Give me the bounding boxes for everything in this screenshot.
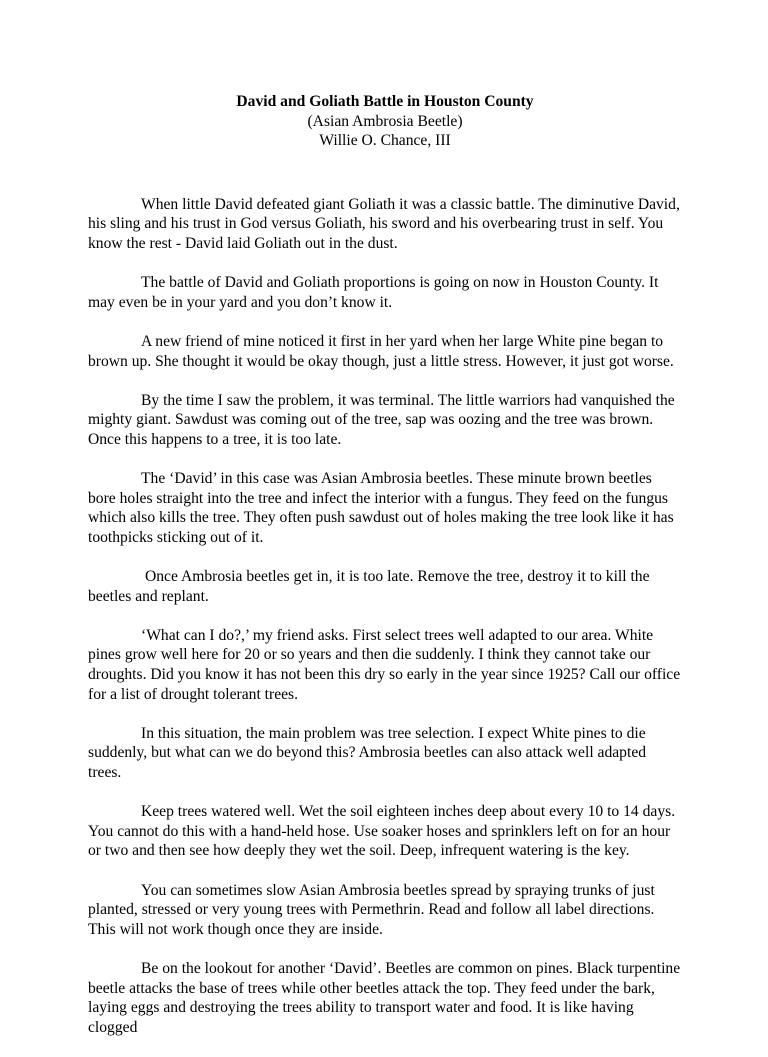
paragraph: The ‘David’ in this case was Asian Ambrosia beetles. These minute brown beetles bore holes straight into the tree and infect the interior with a fungus. They feed on the fungus which also kills the tree. They often push sawdust out of holes making the tree look like it has toothpicks sticking out of it. bbox=[88, 470, 674, 546]
paragraph: You can sometimes slow Asian Ambrosia beetles spread by spraying trunks of just planted, stressed or very young trees with Permethrin. Read and follow all label directions. This will not work though once they are inside. bbox=[88, 881, 655, 938]
document-subtitle: (Asian Ambrosia Beetle) bbox=[307, 112, 463, 130]
paragraph: Be on the lookout for another ‘David’. Beetles are common on pines. Black turpentine beetle attacks the base of trees while other beetles attack the top. They feed under the bark, laying eggs and destroying the trees ability to transport water and food. It is like having clogged bbox=[88, 959, 681, 1036]
paragraph: Once Ambrosia beetles get in, it is too late. Remove the tree, destroy it to kill the beetles and replant. bbox=[88, 568, 650, 605]
document-author: Willie O. Chance, III bbox=[319, 132, 451, 150]
document-header bbox=[88, 92, 682, 151]
paragraph: ‘What can I do?,’ my friend asks. First select trees well adapted to our area. White pines grow well here for 20 or so years and then die suddenly. I think they cannot take our droughts. Did you know it has not been this dry so early in the year since 1925? Call our office for a list of drought tolerant trees. bbox=[88, 626, 681, 703]
document-title: David and Goliath Battle in Houston County bbox=[236, 93, 534, 110]
paragraph: When little David defeated giant Goliath it was a classic battle. The diminutive David, his sling and his trust in God versus Goliath, his sword and his overbearing trust in self. You know the rest - David laid Goliath out in the dust. bbox=[88, 195, 680, 252]
paragraph: The battle of David and Goliath proportions is going on now in Houston County. It may even be in your yard and you don’t know it. bbox=[88, 274, 659, 311]
paragraph: By the time I saw the problem, it was terminal. The little warriors had vanquished the mighty giant. Sawdust was coming out of the tree, sap was oozing and the tree was brown. Once this happens to a tree, it is too late. bbox=[88, 391, 675, 448]
paragraph: A new friend of mine noticed it first in her yard when her large White pine began to brown up. She thought it would be okay though, just a little stress. However, it just got worse. bbox=[88, 332, 674, 370]
paragraph: Keep trees watered well. Wet the soil eighteen inches deep about every 10 to 14 days. You cannot do this with a hand-held hose. Use soaker hoses and sprinklers left on for an hour or two and then see how deeply they wet the soil. Deep, infrequent watering is the key. bbox=[88, 803, 676, 860]
paragraph: In this situation, the main problem was tree selection. I expect White pines to die suddenly, but what can we do beyond this? Ambrosia beetles can also attack well adapted trees. bbox=[88, 724, 647, 781]
document-page bbox=[88, 92, 682, 1057]
